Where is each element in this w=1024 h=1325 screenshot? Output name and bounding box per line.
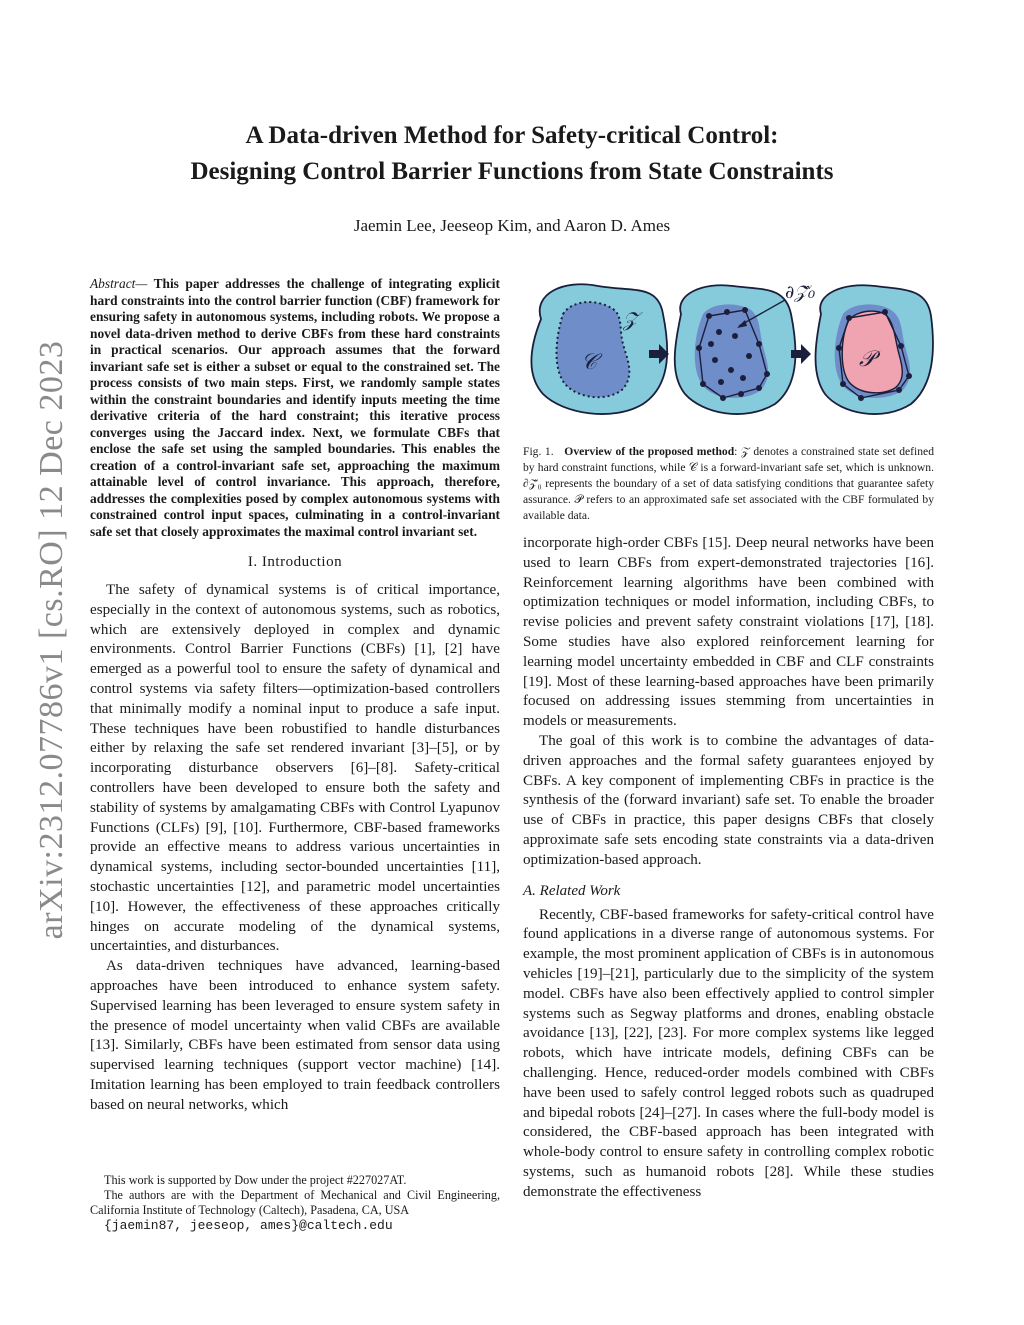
label-p: 𝒫	[859, 347, 875, 372]
left-column	[90, 276, 500, 1116]
caption-text: : 𝒵 denotes a constrained state set defined by hard constraint functions, while 𝒞 is a forward-invariant safe set, which is unknown. ∂𝒵̂₀ represents the boundary of a set of data satisfying conditions that guarantee safety assurance. 𝒫 refers to an approximated safe set associated with the CBF formulated by available data.	[523, 445, 934, 522]
arxiv-stamp	[32, 340, 72, 940]
arxiv-id: arXiv:2312.07786v1 [cs.RO] 12 Dec 2023	[33, 340, 70, 940]
footnote-affiliation: The authors are with the Department of Mechanical and Civil Engineering, California Institute of Technology (Caltech), Pasadena, CA, USA	[90, 1188, 500, 1217]
caption-prefix: Fig. 1.	[523, 445, 554, 458]
figure-1	[523, 274, 934, 424]
related-work-paragraph: Recently, CBF-based frameworks for safety-critical control have found applications in a diverse range of autonomous systems. For example, the most prominent application of CBFs is in autonomous vehicles [19]–[21], particularly due to the simplicity of the system model. CBFs have also been effectively applied to control simpler systems such as Segway platforms and drones, enabling obstacle avoidance [13], [22], [23]. For more complex systems like legged robots, which have intricate models, defining CBFs can be challenging. Hence, reduced-order models combined with CBFs have been used to safely control legged robots such as quadruped and bipedal robots [24]–[27]. In cases where the full-body model is considered, the CBF-based approach has been integrated with whole-body control to ensure safety in controlling complex robotic systems, such as humanoid robots [28]. While these studies demonstrate the effectiveness	[523, 906, 934, 1200]
abstract-text: This paper addresses the challenge of integrating explicit hard constraints into the control barrier function (CBF) framework for ensuring safety in autonomous systems, including robots. We propose a novel data-driven method to derive CBFs from these hard constraints in practical scenarios. Our approach assumes that the forward invariant safe set is either a subset or equal to the constrained set. The process consists of two main steps. First, we randomly sample states within the constraint boundaries and identify inputs meeting the time derivative criteria of the hard constraint; this iterative process converges using the Jaccard index. Next, we formulate CBFs that enclose the safe set using the sampled boundaries. This enables the creation of a control-invariant safe set, approaching the maximum attainable level of control invariance. This approach, therefore, addresses the complexities posed by complex autonomous systems with constrained control input spaces, culminating in a control-invariant safe set that closely approximates the maximal control invariant set.	[90, 276, 500, 539]
footnote-emails: {jaemin87, jeeseop, ames}@caltech.edu	[104, 1218, 393, 1233]
figure-1-caption	[523, 444, 934, 524]
right-column	[523, 534, 934, 1203]
figure-1-diagram	[523, 274, 934, 424]
right-paragraph-2: The goal of this work is to combine the advantages of data-driven approaches and the formal safety guarantees enjoyed by CBFs. A key component of implementing CBFs in practice is the synthesis of the (forward invariant) safe set. To enable the broader use of CBFs in practice, this paper designs CBFs that closely approximate safe sets encoding state constraints via a data-driven optimization-based approach.	[523, 732, 934, 868]
intro-paragraph-1: The safety of dynamical systems is of critical importance, especially in the context of autonomous systems, such as robotics, which are extensively deployed in complex and dynamic environments. Control Barrier Functions (CBFs) [1], [2] have emerged as a powerful tool to ensure the safety of dynamical and control systems via safety filters—optimization-based controllers that minimally modify a nominal input to produce a safe input. These techniques have been robustified to handle disturbances either by relaxing the safe set rendered invariant [3]–[5], or by incorporating disturbance observers [6]–[8]. Safety-critical controllers have been developed to ensure both the safety and stability of systems by amalgamating CBFs with Control Lyapunov Functions (CLFs) [9], [10]. Furthermore, CBF-based frameworks provide an effective means to address various uncertainties in dynamical systems, including sector-bounded uncertainties [11], stochastic uncertainties [12], and parametric model uncertainties [10]. However, the effectiveness of these approaches critically hinges on accurate modeling of the dynamical systems, uncertainties, and disturbances.	[90, 582, 500, 955]
label-boundary: ∂𝒵̂₀	[785, 282, 816, 303]
label-z-panel1: 𝒵	[623, 307, 639, 331]
paper-title	[90, 118, 934, 190]
abstract	[90, 276, 500, 540]
footnote-support: This work is supported by Dow under the project #227027AT.	[104, 1173, 407, 1187]
caption-lead: Overview of the proposed method	[564, 445, 735, 458]
subsection-related-work: A. Related Work	[523, 882, 621, 899]
title-line-1: A Data-driven Method for Safety-critical Control:	[245, 122, 779, 149]
right-paragraph-1: incorporate high-order CBFs [15]. Deep neural networks have been used to learn CBFs from expert-demonstrated trajectories [16]. Reinforcement learning algorithms have been combined with optimization techniques or model information, including CBFs, to revise policies and prevent safety constraint violations [17], [18]. Some studies have also explored reinforcement learning for learning model uncertainty embedded in CBF and CLF constraints [19]. Most of these learning-based approaches have been primarily focused on addressing issues stemming from uncertainties in models or measurements.	[523, 535, 934, 730]
label-c: 𝒞	[581, 350, 598, 375]
abstract-label: Abstract—	[90, 276, 148, 291]
author-list: Jaemin Lee, Jeeseop Kim, and Aaron D. Ames	[353, 216, 671, 235]
title-line-2: Designing Control Barrier Functions from State Constraints	[190, 158, 834, 185]
intro-paragraph-2: As data-driven techniques have advanced, learning-based approaches have been introduced to enhance system safety. Supervised learning has been leveraged to ensure system safety in the presence of model uncertainty when valid CBFs are available [13]. Similarly, CBFs have been estimated from sensor data using supervised learning techniques (support vector machine) [14]. Imitation learning has been employed to train feedback controllers based on neural networks, which	[90, 958, 500, 1113]
section-heading-introduction: I. Introduction	[247, 554, 343, 570]
footnote	[90, 1173, 500, 1233]
